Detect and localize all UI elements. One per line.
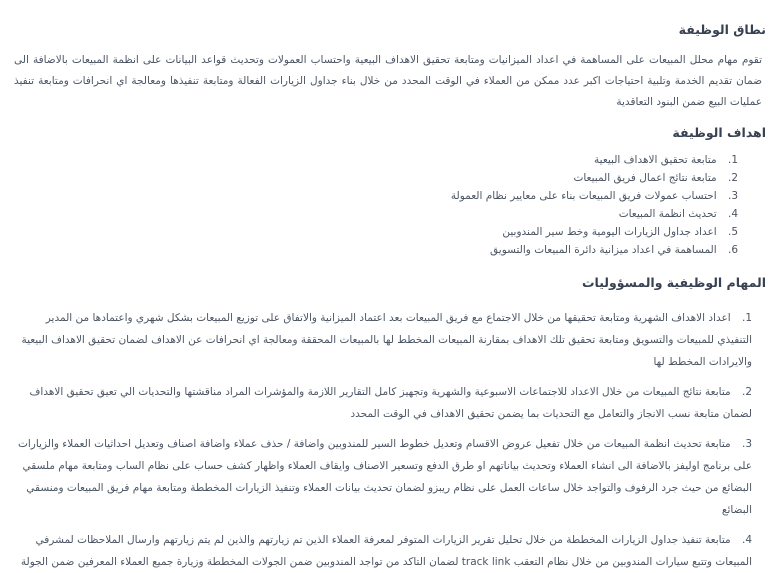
item-text: متابعة نتائج اعمال فريق المبيعات (573, 172, 717, 184)
scope-paragraph: تقوم مهام محلل المبيعات على المساهمة في اعداد الميزانيات ومتابعة تحقيق الاهداف البيعية واحتساب العمولات وتحديث قواعد البيانات على انظمة المبيعات بالاضافة الى ضمان تقديم الخدمة وتلبية احتياجات اكبر عدد ممكن من العملاء في الوقت المحدد من خلال بناء جداول الزيارات الفعالة ومتابعة تنفيذها ومعالجة اي انحرافات ومتابعة تنفيذ عمليات البيع ضمن البنود التعاقدية (14, 54, 762, 108)
item-number: 2. (727, 172, 738, 184)
duties-list (14, 307, 766, 573)
list-item (14, 307, 752, 373)
section-title-duties: المهام الوظيفية والمسؤوليات (581, 275, 766, 290)
item-text: اعداد جداول الزيارات اليومية وخط سير المندوبين (502, 226, 717, 238)
item-text-continued: لضمان التاكد من تواجد المندوبين ضمن الجولات المخططة وزيارة جميع العملاء المعرفين ضمن الجولة (20, 556, 459, 568)
item-text: احتساب عمولات فريق المبيعات بناء على معايير نظام العمولة (450, 190, 717, 202)
item-text: متابعة تحديث انظمة المبيعات من خلال تفعيل عروض الاقسام وتعديل خطوط السير للمندوبين واضافة / حذف عملاء واضافة اصناف وتعديل احداثيات العملاء والزيارات على برنامج اوليفز بالاضافة الى انشاء العملاء وتحديث بياناتهم او طرق الدفع وتسعير الاصناف وايقاف العملاء واظهار كشف حساب على نظام الساب ومتابعة مهام ملسقي البضائع من حيث جرد الرفوف والتواجد خلال ساعات العمل على نظام ريبزو لضمان تحديث بيانات العملاء وتنفيذ الزيارات المخططة ومتابعة مهام فريق المبيعات ومنسقي البضائع (17, 438, 752, 516)
section-title-scope: نطاق الوظيفة (678, 22, 766, 37)
item-number: 4. (727, 208, 738, 220)
section-title-goals: اهداف الوظيفة (672, 125, 766, 140)
item-text: متابعة تنفيذ جداول الزيارات المخططة من خلال تحليل تقرير الزيارات المتوفر لمعرفة العملاء الذين تم زيارتهم والذين لم يتم زيارتهم وارسال الملاحظات لمشرفي المبيعات وتتبع سيارات المندوبين من خلال نظام التعقب (35, 534, 752, 568)
goals-list (14, 151, 766, 259)
item-number: 6. (727, 244, 738, 256)
item-number: 3. (727, 190, 738, 202)
list-item (14, 205, 738, 223)
list-item (14, 241, 738, 259)
item-number: 3. (741, 438, 752, 450)
list-item (14, 151, 738, 169)
list-item (14, 187, 738, 205)
item-number: 4. (741, 534, 752, 546)
list-item (14, 381, 752, 425)
item-number: 1. (741, 312, 752, 324)
item-text: متابعة نتائج المبيعات من خلال الاعداد للاجتماعات الاسبوعية والشهرية وتجهيز كامل التقارير اللازمة والمؤشرات المراد مناقشتها والتحديات الي تعيق تحقيق الاهداف لضمان متابعة نسب الانجاز والتعامل مع التحديات بما يضمن تحقيق الاهداف في الوقت المحدد (29, 386, 752, 420)
list-item (14, 169, 738, 187)
item-text: تحديث انظمة المبيعات (618, 208, 717, 220)
track-link-term: track link (461, 556, 511, 568)
list-item (14, 529, 752, 573)
list-item (14, 433, 752, 521)
list-item (14, 223, 738, 241)
item-text: اعداد الاهداف الشهرية ومتابعة تحقيقها من خلال الاجتماع مع فريق المبيعات بعد اعتماد الميزانية والاتفاق على توزيع المبيعات بشكل شهري واعتمادها من المدير التنفيذي للمبيعات والتسويق ومتابعة تحقيق تلك الاهداف بمقارنة المبيعات المخطط لها بالمبيعات المحققة ومعالجة اي انحرافات عن الاهداف لضمان تحقيق الاهداف البيعية والايرادات المخطط لها (21, 312, 752, 368)
item-number: 2. (741, 386, 752, 398)
item-text: متابعة تحقيق الاهداف البيعية (594, 154, 717, 166)
item-number: 1. (727, 154, 738, 166)
item-text: المساهمة في اعداد ميزانية دائرة المبيعات والتسويق (490, 244, 717, 256)
item-number: 5. (727, 226, 738, 238)
